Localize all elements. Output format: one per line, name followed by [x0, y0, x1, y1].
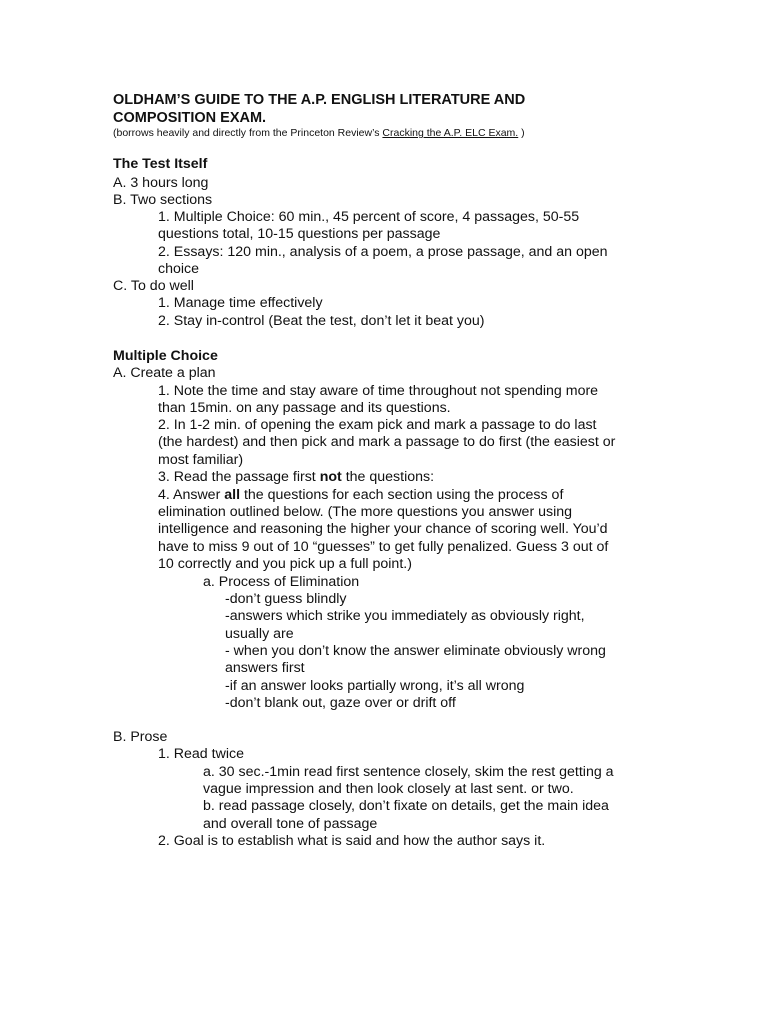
- list-item: B. Two sections: [113, 192, 213, 208]
- list-item-continued: choice: [158, 261, 200, 277]
- list-item: [158, 469, 434, 486]
- list-item: A. 3 hours long: [113, 175, 209, 191]
- list-item: 1. Read twice: [158, 746, 244, 762]
- list-item: 2. Goal is to establish what is said and how the author says it.: [158, 833, 546, 849]
- list-item-continued: usually are: [225, 626, 294, 642]
- list-item: 1. Manage time effectively: [158, 295, 323, 311]
- list-item-continued: questions total, 10-15 questions per passage: [158, 226, 441, 242]
- list-item: b. read passage closely, don’t fixate on details, get the main idea: [203, 798, 609, 814]
- list-item: -don’t guess blindly: [225, 591, 347, 607]
- list-item-continued: 10 correctly and you pick up a full point.): [158, 556, 412, 572]
- list-item-continued: have to miss 9 out of 10 “guesses” to get fully penalized. Guess 3 out of: [158, 539, 609, 555]
- list-item: C. To do well: [113, 278, 194, 294]
- list-item: 2. In 1-2 min. of opening the exam pick and mark a passage to do last: [158, 417, 597, 433]
- list-item-continued: elimination outlined below. (The more questions you answer using: [158, 504, 573, 520]
- list-item: -if an answer looks partially wrong, it’s all wrong: [225, 678, 525, 694]
- list-item-continued: and overall tone of passage: [203, 816, 378, 832]
- list-item: a. 30 sec.-1min read first sentence closely, skim the rest getting a: [203, 764, 614, 780]
- list-item: -don’t blank out, gaze over or drift off: [225, 695, 456, 711]
- emphasis-all: all: [224, 487, 241, 503]
- subtitle-pre: (borrows heavily and directly from the Princeton Review’s: [113, 127, 383, 139]
- list-item-continued: intelligence and reasoning the higher your chance of scoring well. You’d: [158, 521, 608, 537]
- list-item-continued: most familiar): [158, 452, 244, 468]
- section-heading-test-itself: The Test Itself: [113, 156, 208, 172]
- doc-subtitle: [113, 125, 525, 142]
- list-item: 1. Note the time and stay aware of time throughout not spending more: [158, 383, 599, 399]
- list-item-continued: vague impression and then look closely at last sent. or two.: [203, 781, 574, 797]
- list-item: - when you don’t know the answer eliminate obviously wrong: [225, 643, 606, 659]
- text-run: the questions for each section using the process of: [240, 487, 564, 503]
- list-item: a. Process of Elimination: [203, 574, 360, 590]
- list-item: 2. Essays: 120 min., analysis of a poem, a prose passage, and an open: [158, 244, 608, 260]
- subtitle-book-title: Cracking the A.P. ELC Exam.: [382, 127, 519, 139]
- list-item: B. Prose: [113, 729, 168, 745]
- list-item: 1. Multiple Choice: 60 min., 45 percent of score, 4 passages, 50-55: [158, 209, 580, 225]
- text-run: 4. Answer: [158, 487, 225, 503]
- list-item-continued: (the hardest) and then pick and mark a passage to do first (the easiest or: [158, 434, 616, 450]
- list-item: A. Create a plan: [113, 365, 216, 381]
- list-item-continued: answers first: [225, 660, 305, 676]
- doc-title-line-2: COMPOSITION EXAM.: [113, 110, 267, 126]
- section-heading-multiple-choice: Multiple Choice: [113, 348, 218, 364]
- emphasis-not: not: [319, 469, 342, 485]
- list-item-continued: than 15min. on any passage and its questions.: [158, 400, 451, 416]
- list-item: -answers which strike you immediately as obviously right,: [225, 608, 585, 624]
- doc-title-line-1: OLDHAM’S GUIDE TO THE A.P. ENGLISH LITERATURE AND: [113, 92, 526, 108]
- text-run: 3. Read the passage first: [158, 469, 320, 485]
- list-item: 2. Stay in-control (Beat the test, don’t let it beat you): [158, 313, 485, 329]
- text-run: the questions:: [341, 469, 435, 485]
- list-item: [158, 487, 563, 504]
- subtitle-post: ): [518, 127, 525, 139]
